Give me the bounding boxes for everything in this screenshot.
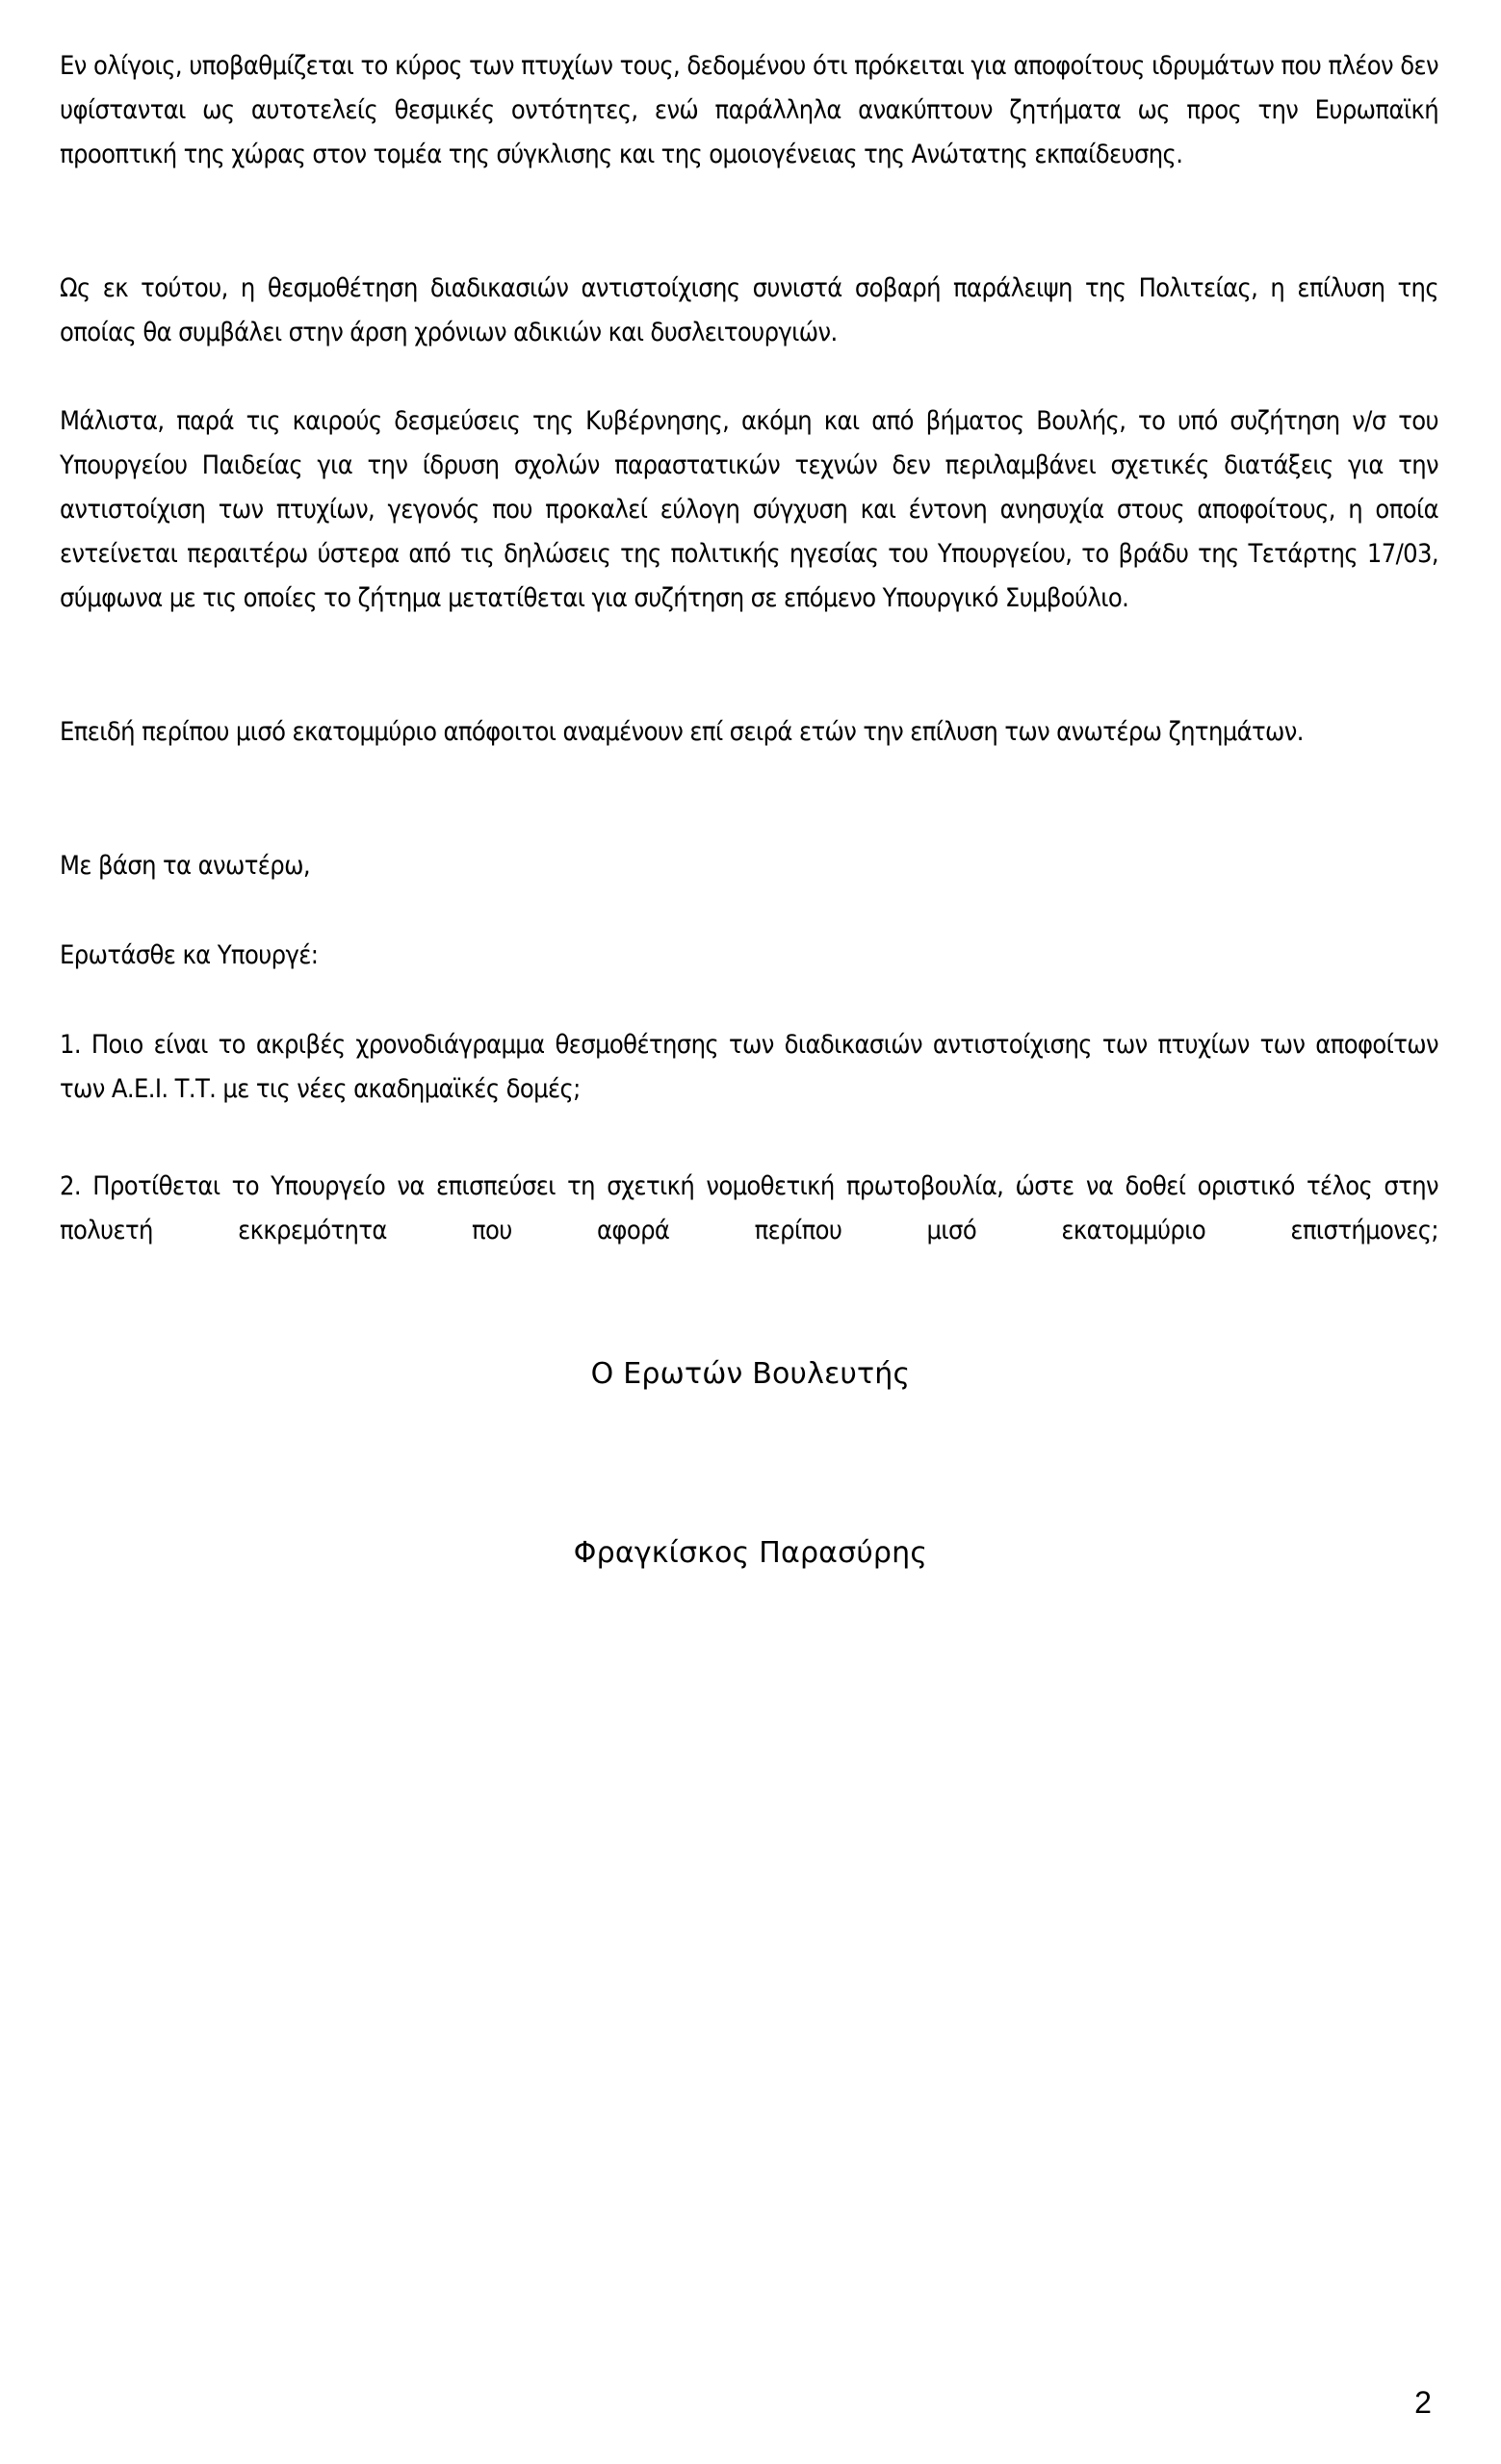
signature-name: Φραγκίσκος Παρασύρης	[573, 1536, 928, 1570]
paragraph-based-on-above	[60, 844, 1438, 888]
page-number: 2	[1414, 2385, 1432, 2420]
paragraph-text: Μάλιστα, παρά τις καιρούς δεσμεύσεις της Κυβέρνησης, ακόμη και από βήματος Βουλής, το υπό συζήτηση ν/σ του Υπουργείου Παιδείας για την ίδρυση σχολών παραστατικών τεχνών δεν περιλαμβάνει σχετικές διατάξεις για την αντιστοίχιση των πτυχίων, γεγονός που προκαλεί εύλογη σύγχυση και έντονη ανησυχία στους αποφοίτους, η οποία εντείνεται περαιτέρω ύστερα από τις δηλώσεις της πολιτικής ηγεσίας του Υπουργείου, το βράδυ της Τετάρτης 17/03, σύμφωνα με τις οποίες το ζήτημα μετατίθεται για συζήτηση σε επόμενο Υπουργικό Συμβούλιο.	[60, 406, 1438, 613]
paragraph-text: Εν ολίγοις, υποβαθμίζεται το κύρος των πτυχίων τους, δεδομένου ότι πρόκειται για αποφοίτους ιδρυμάτων που πλέον δεν υφίστανται ως αυτοτελείς θεσμικές οντότητες, ενώ παράλληλα ανακύπτουν ζητήματα ως προς την Ευρωπαϊκή προοπτική της χώρας στον τομέα της σύγκλισης και της ομοιογένειας της Ανώτατης εκπαίδευσης.	[60, 51, 1438, 169]
paragraph-government-commitments	[60, 399, 1438, 621]
paragraph-text: Με βάση τα ανωτέρω,	[60, 851, 310, 881]
paragraph-state-omission	[60, 267, 1438, 355]
paragraph-text: Ως εκ τούτου, η θεσμοθέτηση διαδικασιών αντιστοίχισης συνιστά σοβαρή παράλειψη της Πολιτείας, η επίλυση της οποίας θα συμβάλει στην άρση χρόνιων αδικιών και δυσλειτουργιών.	[60, 273, 1438, 347]
paragraph-text: Επειδή περίπου μισό εκατομμύριο απόφοιτοι αναμένουν επί σειρά ετών την επίλυση των ανωτέρω ζητημάτων.	[60, 717, 1304, 747]
question-2	[60, 1165, 1438, 1253]
question-1	[60, 1023, 1438, 1112]
paragraph-degree-status	[60, 44, 1438, 177]
paragraph-text: Ερωτάσθε κα Υπουργέ:	[60, 940, 319, 970]
question-text: 1. Ποιο είναι το ακριβές χρονοδιάγραμμα θεσμοθέτησης των διαδικασιών αντιστοίχισης των πτυχίων των αποφοίτων των Α.Ε.Ι. Τ.Τ. με τις νέες ακαδημαϊκές δομές;	[60, 1030, 1438, 1104]
signature-title: Ο Ερωτών Βουλευτής	[590, 1357, 911, 1391]
question-text: 2. Προτίθεται το Υπουργείο να επισπεύσει τη σχετική νομοθετική πρωτοβουλία, ώστε να δοθεί οριστικό τέλος στην πολυετή εκκρεμότητα που αφορά περίπου μισό εκατομμύριο επιστήμονες;	[60, 1171, 1438, 1245]
paragraph-minister-address	[60, 934, 1438, 978]
paragraph-graduates-waiting	[60, 710, 1438, 755]
